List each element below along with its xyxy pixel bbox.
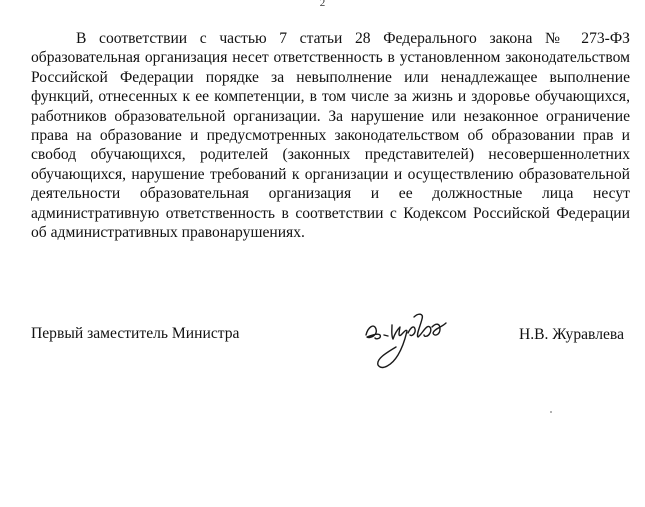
paragraph-text: В соответствии с частью 7 статьи 28 Федерального закона № 273-ФЗ образовательная организация несет ответственность в установленном законодательством Российской Федерации порядке за невыполнение или ненадлежащее выполнение функций, отнесенных к ее компетенции, в том числе за жизнь и здоровье обучающихся, работников образовательной организации. За нарушение или незаконное ограничение права на образование и предусмотренных законодательством об образовании прав и свобод обучающихся, родителей (законных представителей) несовершеннолетних обучающихся, нарушение требований к организации и осуществлению образовательной деятельности образовательная организация и ее должностные лица несут административную ответственность в соответствии с Кодексом Российской Федерации об административных правонарушениях. — [31, 30, 630, 242]
body-paragraph — [31, 29, 630, 242]
page-number: 2 — [319, 0, 326, 9]
signer-name: Н.В. Журавлева — [518, 326, 624, 343]
scan-speck — [550, 411, 552, 413]
signer-title: Первый заместитель Министра — [31, 325, 240, 342]
handwritten-signature — [358, 305, 458, 375]
